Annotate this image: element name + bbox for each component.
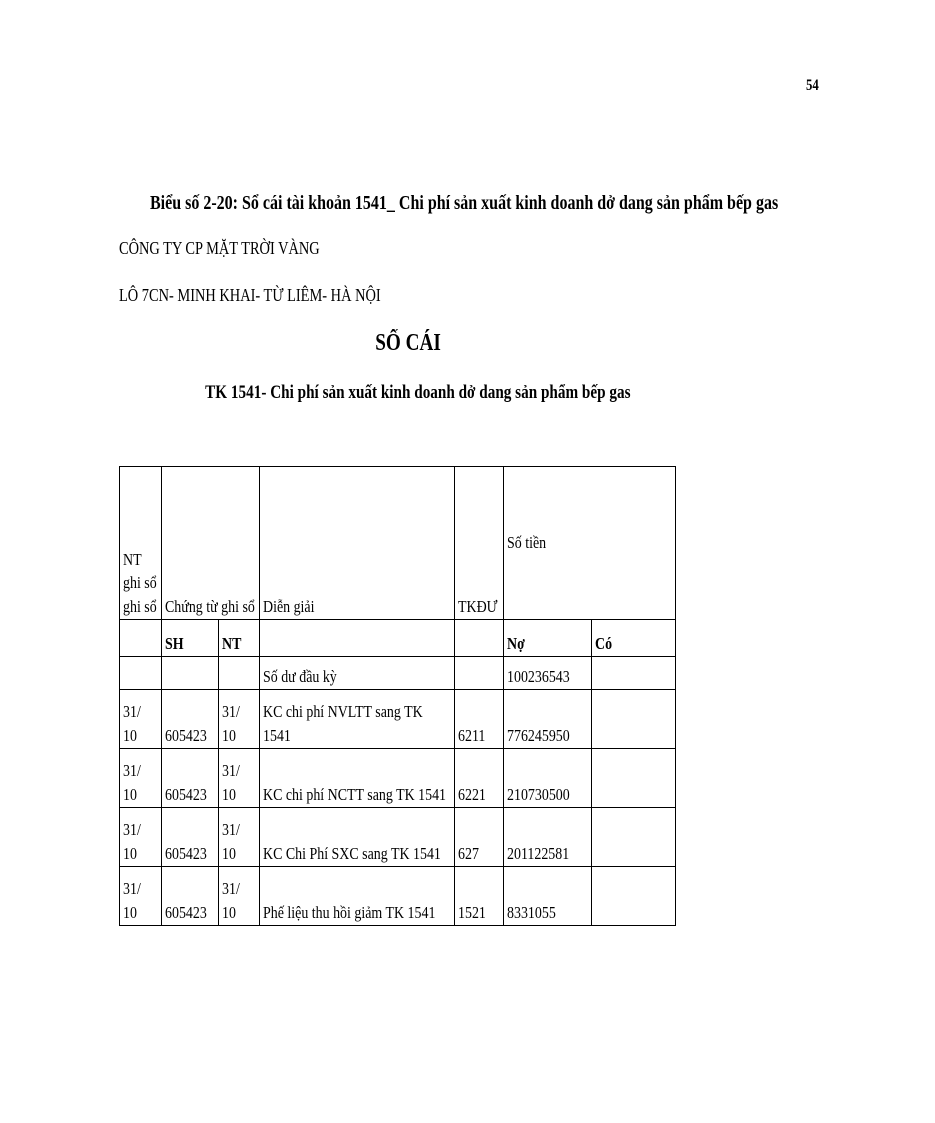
table-row [120, 808, 676, 867]
cell-co [592, 749, 676, 808]
cell-tkdu: 6221 [455, 749, 504, 808]
cell-sh: 605423 [162, 690, 219, 749]
cell-sh: 605423 [162, 867, 219, 926]
cell-tkdu: 627 [455, 808, 504, 867]
ledger-title [0, 330, 816, 357]
company-address-text: LÔ 7CN- MINH KHAI- TỪ LIÊM- HÀ NỘI [119, 285, 381, 305]
cell-nt-ghi-so: 31/ 10 [120, 867, 162, 926]
header-nt-ghi-so: NT ghi sổ ghi sổ [120, 467, 162, 620]
cell-dien-giai: KC chi phí NCTT sang TK 1541 [260, 749, 455, 808]
company-address [119, 285, 446, 306]
cell-co [592, 690, 676, 749]
header-tkdu: TKĐƯ [455, 467, 504, 620]
cell-dien-giai: KC chi phí NVLTT sang TK 1541 [260, 690, 455, 749]
cell-no: 210730500 [504, 749, 592, 808]
subheader-empty [120, 620, 162, 657]
cell-sh: 605423 [162, 749, 219, 808]
header-dien-giai: Diễn giải [260, 467, 455, 620]
subheader-sh: SH [162, 620, 219, 657]
ledger-title-text: SỔ CÁI [375, 330, 441, 356]
opening-balance-row [120, 657, 676, 690]
form-title-text: Biểu số 2-20: Sổ cái tài khoản 1541_ Chi phí sản xuất kinh doanh dở dang sản phẩm bếp gas [150, 192, 779, 214]
company-name [119, 238, 370, 259]
cell-nt: 31/ 10 [219, 867, 260, 926]
cell-nt-ghi-so: 31/ 10 [120, 808, 162, 867]
account-title-text: TK 1541- Chi phí sản xuất kinh doanh dở dang sản phẩm bếp gas [205, 382, 631, 403]
cell-tkdu: 6211 [455, 690, 504, 749]
subheader-nt: NT [219, 620, 260, 657]
cell-nt-ghi-so: 31/ 10 [120, 690, 162, 749]
cell-dien-giai: KC Chi Phí SXC sang TK 1541 [260, 808, 455, 867]
company-name-text: CÔNG TY CP MẶT TRỜI VÀNG [119, 238, 320, 258]
cell-no: 776245950 [504, 690, 592, 749]
table-subheader-row [120, 620, 676, 657]
header-so-tien: Số tiền [504, 467, 676, 620]
account-title [0, 382, 836, 404]
subheader-empty [455, 620, 504, 657]
table-header-row [120, 467, 676, 620]
table-row [120, 690, 676, 749]
header-chung-tu: Chứng từ ghi sổ [162, 467, 260, 620]
opening-balance-no: 100236543 [504, 657, 592, 690]
page-number: 54 [806, 77, 819, 94]
cell-sh: 605423 [162, 808, 219, 867]
cell-nt-ghi-so: 31/ 10 [120, 749, 162, 808]
subheader-no: Nợ [504, 620, 592, 657]
subheader-empty [260, 620, 455, 657]
opening-balance-label: Số dư đầu kỳ [260, 657, 455, 690]
cell-nt: 31/ 10 [219, 690, 260, 749]
cell-dien-giai: Phế liệu thu hồi giảm TK 1541 [260, 867, 455, 926]
cell-nt: 31/ 10 [219, 749, 260, 808]
cell-no: 8331055 [504, 867, 592, 926]
ledger-table [119, 466, 676, 926]
table-row [120, 749, 676, 808]
cell-co [592, 808, 676, 867]
form-title [150, 192, 935, 215]
subheader-co: Có [592, 620, 676, 657]
cell-no: 201122581 [504, 808, 592, 867]
cell-nt: 31/ 10 [219, 808, 260, 867]
table-row [120, 867, 676, 926]
cell-tkdu: 1521 [455, 867, 504, 926]
cell-co [592, 867, 676, 926]
